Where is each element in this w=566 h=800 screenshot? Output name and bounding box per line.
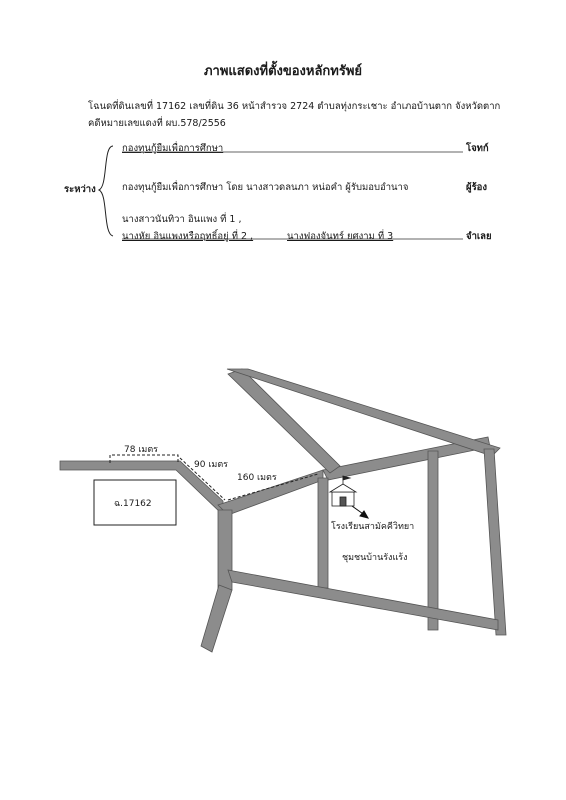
between-brace [99, 146, 113, 236]
distance-label-78: 78 เมตร [124, 445, 159, 455]
case-number-line: คดีหมายเลขแดงที่ ผบ.578/2556 [88, 118, 226, 129]
road-east-vertical [484, 449, 506, 635]
parcel-label: ฉ.17162 [114, 499, 152, 509]
road-south-diagonal [228, 570, 498, 630]
defendant-3: นางฟองจันทร์ ยศงาม ที่ 3 [287, 231, 394, 242]
deed-info-line: โฉนดที่ดินเลขที่ 17162 เลขที่ดิน 36 หน้าสำรวจ 2724 ตำบลทุ่งกระเชาะ อำเภอบ้านตาก จังหวัดตาก [88, 101, 501, 112]
petitioner-role: ผู้ร้อง [466, 182, 488, 193]
road-school-vertical [318, 478, 328, 588]
road-center-vertical [218, 510, 232, 590]
plaintiff-name: กองทุนกู้ยืมเพื่อการศึกษา [122, 143, 224, 154]
petitioner-name: กองทุนกู้ยืมเพื่อการศึกษา โดย นางสาวดลนภา หน่อคำ ผู้รับมอบอำนาจ [122, 182, 409, 193]
defendant-role: จำเลย [466, 231, 492, 242]
defendant-1: นางสาวนันทิวา อินแพง ที่ 1 , [122, 214, 242, 225]
school-label: โรงเรียนสามัคคีวิทยา [331, 522, 415, 532]
distance-label-160: 160 เมตร [237, 473, 277, 483]
page-title: ภาพแสดงที่ตั้งของหลักทรัพย์ [203, 64, 363, 79]
distance-label-90: 90 เมตร [194, 460, 229, 470]
road-southwest [201, 585, 232, 652]
road-inner-vertical [428, 451, 438, 630]
between-label: ระหว่าง [64, 184, 96, 195]
defendant-2: นางหัย อินแพงหรือฤทธิ์อยู่ ที่ 2 , [122, 231, 254, 242]
school-arrow-icon [352, 506, 368, 518]
community-label: ชุมชนบ้านรังแร้ง [342, 553, 408, 563]
plaintiff-role: โจทก์ [466, 143, 489, 154]
school-icon [330, 476, 356, 506]
